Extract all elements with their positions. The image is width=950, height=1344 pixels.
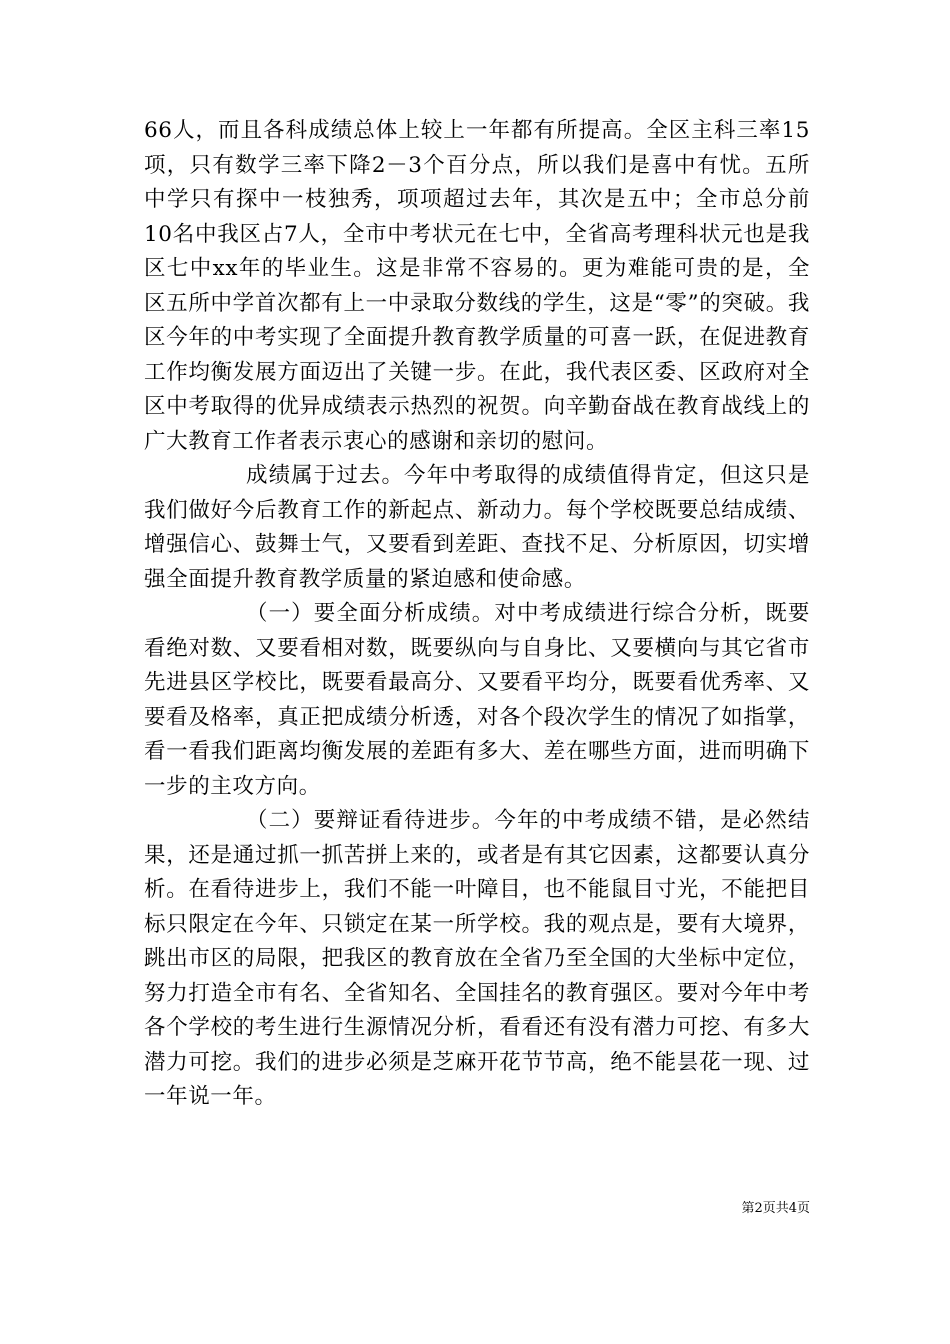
paragraph-continued: 66人，而且各科成绩总体上较上一年都有所提高。全区主科三率15项，只有数学三率下降2－3个百分点，所以我们是喜中有忧。五所中学只有探中一枝独秀，项项超过去年，其次是五中；全市总分前10名中我区占7人，全市中考状元在七中，全省高考理科状元也是我区七中xx年的毕业生。这是非常不容易的。更为难能可贵的是，全区五所中学首次都有上一中录取分数线的学生，这是“零”的突破。我区今年的中考实现了全面提升教育教学质量的可喜一跃，在促进教育工作均衡发展方面迈出了关键一步。在此，我代表区委、区政府对全区中考取得的优异成绩表示热烈的祝贺。向辛勤奋战在教育战线上的广大教育工作者表示衷心的感谢和亲切的慰问。 (144, 118, 810, 454)
page-number-footer: 第2页共4页 (741, 1201, 810, 1216)
document-body (144, 114, 810, 1115)
paragraph-view-progress: （二）要辩证看待进步。今年的中考成绩不错，是必然结果，还是通过抓一抓苦拼上来的，或者是有其它因素，这都要认真分析。在看待进步上，我们不能一叶障目，也不能鼠目寸光，不能把目标只限定在今年、只锁定在某一所学校。我的观点是，要有大境界，跳出市区的局限，把我区的教育放在全省乃至全国的大坐标中定位，努力打造全市有名、全省知名、全国挂名的教育强区。要对今年中考各个学校的考生进行生源情况分析，看看还有没有潜力可挖、有多大潜力可挖。我们的进步必须是芝麻开花节节高，绝不能昙花一现、过一年说一年。 (144, 808, 810, 1109)
paragraph-achievements-past: 成绩属于过去。今年中考取得的成绩值得肯定，但这只是我们做好今后教育工作的新起点、新动力。每个学校既要总结成绩、增强信心、鼓舞士气，又要看到差距、查找不足、分析原因，切实增强全面提升教育教学质量的紧迫感和使命感。 (144, 463, 810, 592)
paragraph-analyze-results: （一）要全面分析成绩。对中考成绩进行综合分析，既要看绝对数、又要看相对数，既要纵向与自身比、又要横向与其它省市先进县区学校比，既要看最高分、又要看平均分，既要看优秀率、又要看及格率，真正把成绩分析透，对各个段次学生的情况了如指掌，看一看我们距离均衡发展的差距有多大、差在哪些方面，进而明确下一步的主攻方向。 (144, 601, 810, 799)
